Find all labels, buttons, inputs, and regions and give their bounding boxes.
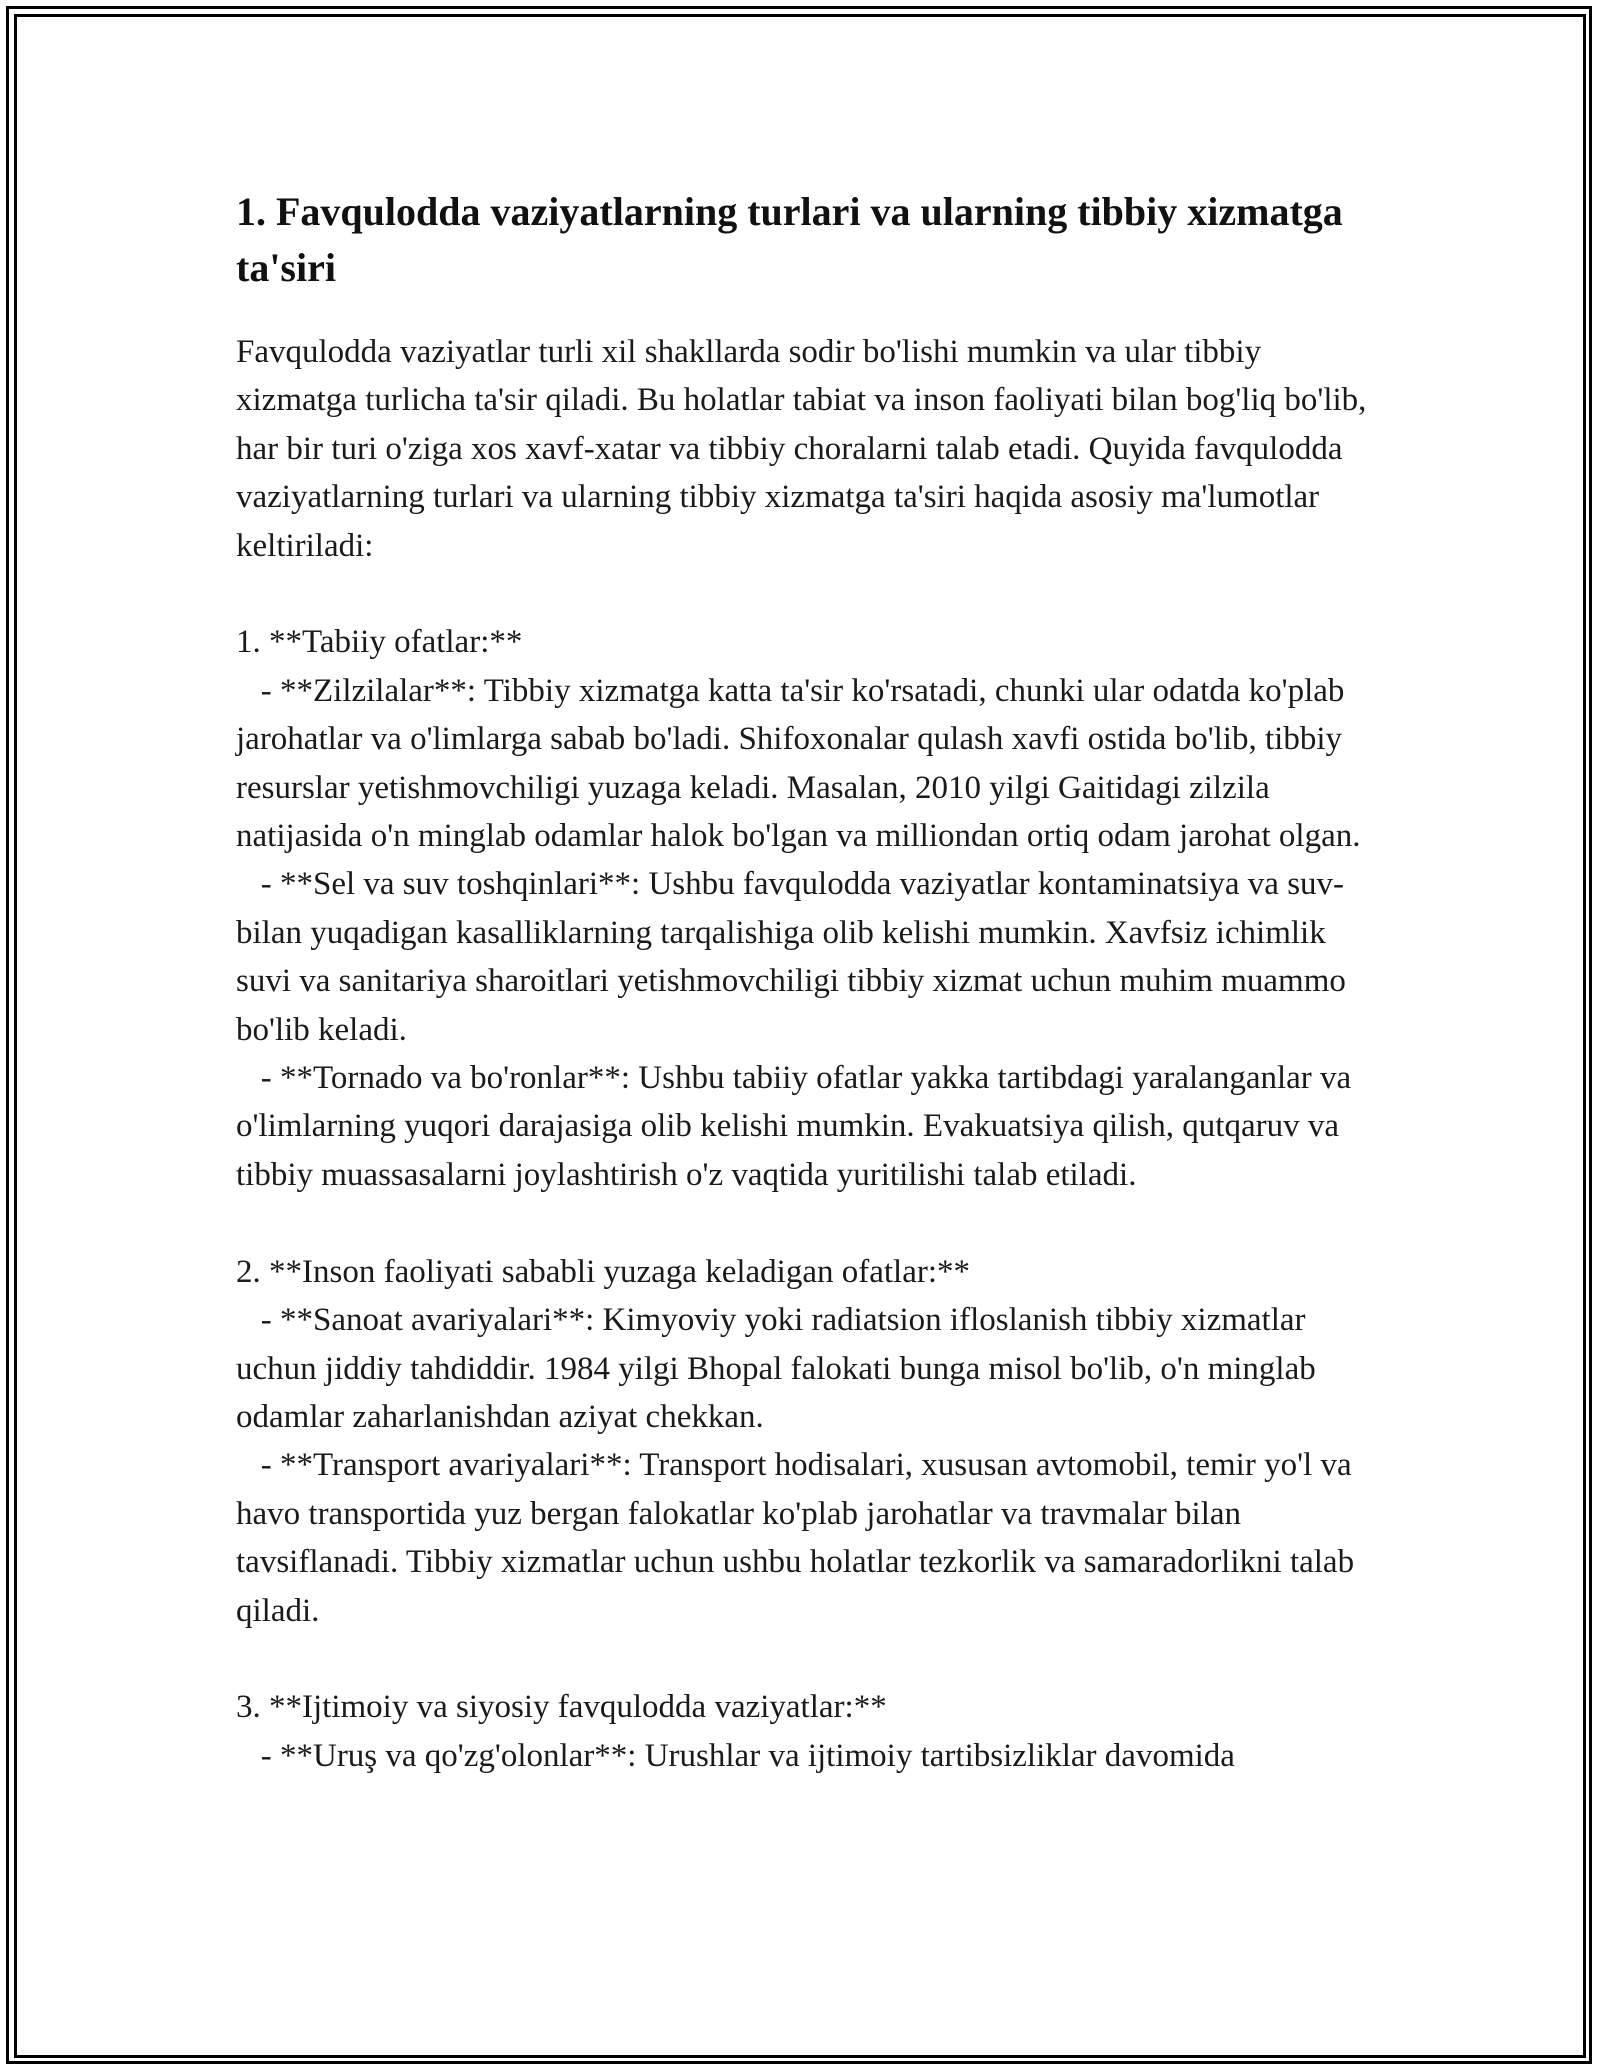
list-item: - **Uruş va qo'zg'olonlar**: Urushlar va ijtimoiy tartibsizliklar davomida bbox=[236, 1737, 1235, 1774]
section-natural-disasters bbox=[236, 618, 1376, 1199]
list-heading: 2. **Inson faoliyati sababli yuzaga keladigan ofatlar:** bbox=[236, 1253, 971, 1290]
list-item: - **Tornado va bo'ronlar**: Ushbu tabiiy ofatlar yakka tartibdagi yaralanganlar va o'limlarning yuqori darajasiga olib kelishi mumkin. Evakuatsiya qilish, qutqaruv va tibbiy muassasalarni joylashtirish o'z vaqtida yuritilishi talab etiladi. bbox=[236, 1060, 1360, 1193]
intro-paragraph: Favqulodda vaziyatlar turli xil shakllarda sodir bo'lishi mumkin va ular tibbiy xizmatga turlicha ta'sir qiladi. Bu holatlar tabiat va inson faoliyati bilan bog'liq bo'lib, har bir turi o'ziga xos xavf-xatar va tibbiy choralarni talab etadi. Quyida favqulodda vaziyatlarning turlari va ularning tibbiy xizmatga ta'siri haqida asosiy ma'lumotlar keltiriladi: bbox=[236, 334, 1375, 564]
list-item: - **Transport avariyalari**: Transport hodisalari, xususan avtomobil, temir yo'l va havo transportida yuz bergan falokatlar ko'plab jarohatlar va travmalar bilan tavsiflanadi. Tibbiy xizmatlar uchun ushbu holatlar tezkorlik va samaradorlikni talab qiladi. bbox=[236, 1447, 1363, 1629]
document-page bbox=[236, 184, 1376, 1780]
list-item: - **Zilzilalar**: Tibbiy xizmatga katta ta'sir ko'rsatadi, chunki ular odatda ko'plab jarohatlar va o'limlarga sabab bo'ladi. Shifoxonalar qulash xavfi ostida bo'lib, tibbiy resurslar yetishmovchiligi yuzaga keladi. Masalan, 2010 yilgi Gaitidagi zilzila natijasida o'n minglab odamlar halok bo'lgan va milliondan ortiq odam jarohat olgan. bbox=[236, 672, 1361, 855]
list-heading: 1. **Tabiiy ofatlar:** bbox=[236, 624, 523, 661]
section-human-disasters bbox=[236, 1248, 1376, 1635]
spacer bbox=[236, 1635, 1376, 1683]
list-item: - **Sel va suv toshqinlari**: Ushbu favqulodda vaziyatlar kontaminatsiya va suv-bilan yuqadigan kasalliklarning tarqalishiga olib kelishi mumkin. Xavfsiz ichimlik suvi va sanitariya sharoitlari yetishmovchiligi tibbiy xizmat uchun muhim muammo bo'lib keladi. bbox=[236, 866, 1355, 1048]
spacer bbox=[236, 570, 1376, 618]
list-item: - **Sanoat avariyalari**: Kimyoviy yoki radiatsion ifloslanish tibbiy xizmatlar uchun jiddiy tahdiddir. 1984 yilgi Bhopal falokati bunga misol bo'lib, o'n minglab odamlar zaharlanishdan aziyat chekkan. bbox=[236, 1302, 1324, 1435]
list-heading: 3. **Ijtimoiy va siyosiy favqulodda vaziyatlar:** bbox=[236, 1689, 887, 1726]
section-heading: 1. Favqulodda vaziyatlarning turlari va ularning tibbiy xizmatga ta'siri bbox=[236, 189, 1343, 290]
spacer bbox=[236, 1199, 1376, 1247]
section-social-political bbox=[236, 1683, 1376, 1780]
